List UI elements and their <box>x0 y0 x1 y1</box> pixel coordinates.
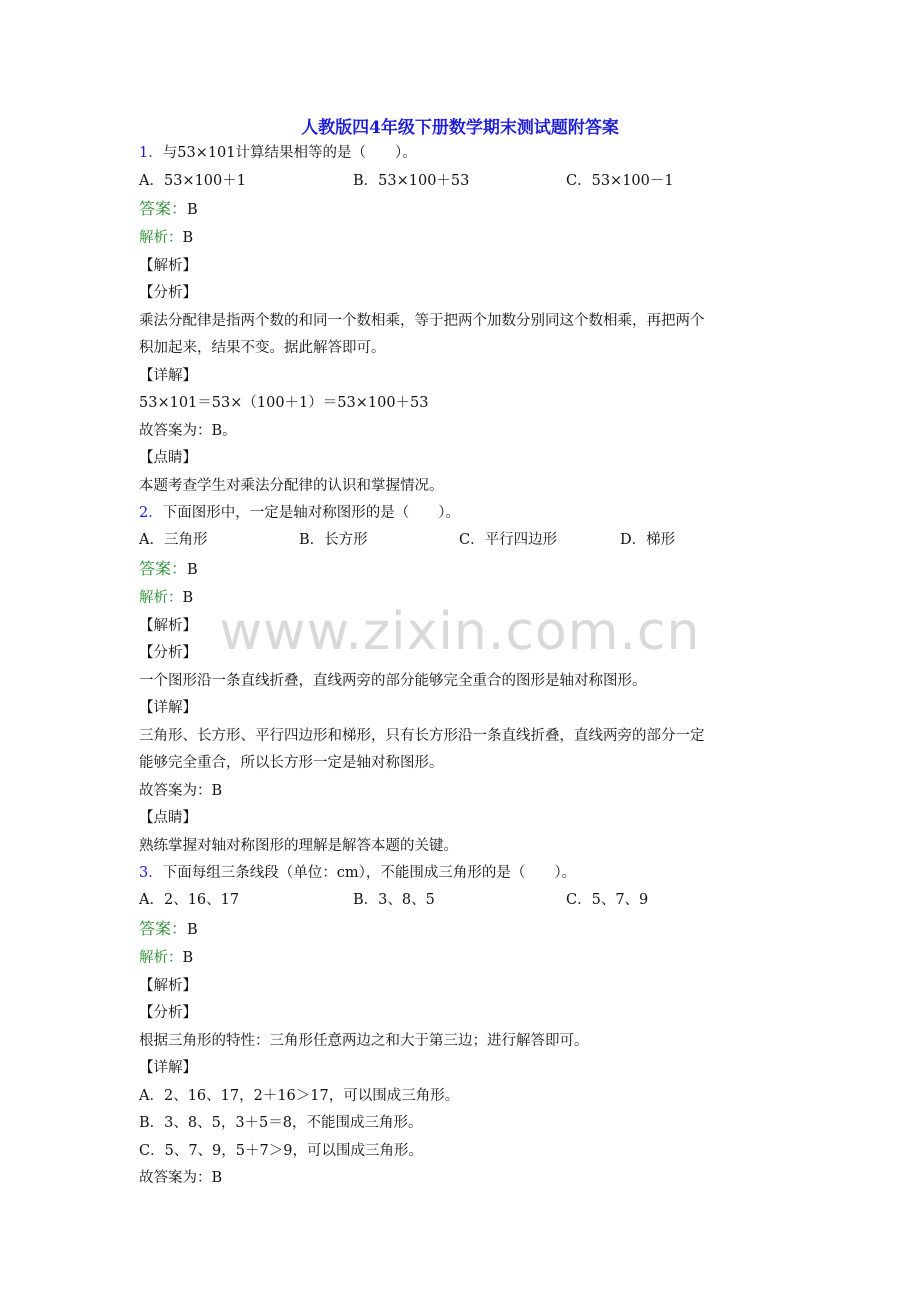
q2-answer <box>139 559 198 580</box>
q2-option-c: C．平行四边形 <box>459 532 558 548</box>
q1-option-b: B．53×100＋53 <box>353 173 470 189</box>
question-1-text: 与53×101计算结果相等的是（ ）。 <box>162 145 417 161</box>
answer-value: B <box>187 922 198 938</box>
paragraph-line: 故答案为：B <box>139 783 223 799</box>
paragraph-line: 能够完全重合，所以长方形一定是轴对称图形。 <box>139 755 444 771</box>
answer-value: B <box>187 202 198 218</box>
page-title: 人教版四4年级下册数学期末测试题附答案 <box>301 118 619 138</box>
jiexi-value: B <box>182 950 194 966</box>
jiexi-label: 解析： <box>139 950 183 966</box>
q1-option-c: C．53×100－1 <box>566 173 674 189</box>
q3-option-a: A．2、16、17 <box>139 892 240 908</box>
question-2-number: 2． <box>139 505 163 521</box>
answer-label: 答案： <box>139 559 188 578</box>
watermark: www.zixin.com.cn <box>219 602 701 662</box>
paragraph-line: 根据三角形的特性：三角形任意两边之和大于第三边；进行解答即可。 <box>139 1033 589 1049</box>
jiexi-label: 解析： <box>139 590 183 606</box>
section-heading: 【详解】 <box>139 368 197 384</box>
q2-option-d: D．梯形 <box>620 532 676 548</box>
jiexi-label: 解析： <box>139 230 183 246</box>
q1-jiexi <box>139 228 193 248</box>
section-heading: 【解析】 <box>139 258 197 274</box>
q3-option-c: C．5、7、9 <box>566 892 649 908</box>
section-heading: 【分析】 <box>139 645 197 661</box>
jiexi-value: B <box>182 230 194 246</box>
section-heading: 【详解】 <box>139 700 197 716</box>
q3-answer <box>139 919 198 940</box>
paragraph-line: 一个图形沿一条直线折叠，直线两旁的部分能够完全重合的图形是轴对称图形。 <box>139 673 647 689</box>
paragraph-line: 三角形、长方形、平行四边形和梯形，只有长方形沿一条直线折叠，直线两旁的部分一定 <box>139 728 705 744</box>
section-heading: 【解析】 <box>139 978 197 994</box>
paragraph-line: 积加起来，结果不变。据此解答即可。 <box>139 340 386 356</box>
question-3-stem <box>139 863 576 883</box>
section-heading: 【分析】 <box>139 1005 197 1021</box>
answer-label: 答案： <box>139 919 188 938</box>
paragraph-line: C．5、7、9，5＋7＞9，可以围成三角形。 <box>139 1143 423 1159</box>
q3-option-b: B．3、8、5 <box>353 892 435 908</box>
answer-value: B <box>187 562 198 578</box>
paragraph-line: 故答案为：B。 <box>139 423 237 439</box>
q1-option-a: A．53×100＋1 <box>139 173 246 189</box>
section-heading: 【分析】 <box>139 285 197 301</box>
question-3-text: 下面每组三条线段（单位：cm），不能围成三角形的是（ ）。 <box>162 865 577 881</box>
q1-answer <box>139 199 198 220</box>
q2-option-a: A．三角形 <box>139 532 208 548</box>
paragraph-line: 故答案为：B <box>139 1170 223 1186</box>
jiexi-value: B <box>182 590 194 606</box>
paragraph-line: A．2、16、17，2＋16＞17，可以围成三角形。 <box>139 1088 460 1104</box>
paragraph-line: 乘法分配律是指两个数的和同一个数相乘，等于把两个加数分别同这个数相乘，再把两个 <box>139 313 705 329</box>
section-heading: 【解析】 <box>139 618 197 634</box>
q3-jiexi <box>139 948 193 968</box>
section-heading: 【详解】 <box>139 1060 197 1076</box>
paragraph-line: 53×101＝53×（100＋1）＝53×100＋53 <box>139 395 429 411</box>
q2-jiexi <box>139 588 193 608</box>
question-1-number: 1． <box>139 145 163 161</box>
section-heading: 【点睛】 <box>139 450 197 466</box>
question-2-text: 下面图形中，一定是轴对称图形的是（ ）。 <box>162 505 460 521</box>
paragraph-line: 本题考查学生对乘法分配律的认识和掌握情况。 <box>139 478 444 494</box>
answer-label: 答案： <box>139 199 188 218</box>
q2-option-b: B．长方形 <box>299 532 368 548</box>
paragraph-line: 熟练掌握对轴对称图形的理解是解答本题的关键。 <box>139 838 458 854</box>
paragraph-line: B．3、8、5，3＋5＝8，不能围成三角形。 <box>139 1115 423 1131</box>
question-2-stem <box>139 503 460 523</box>
question-1-stem <box>139 143 417 163</box>
question-3-number: 3． <box>139 865 163 881</box>
section-heading: 【点睛】 <box>139 810 197 826</box>
